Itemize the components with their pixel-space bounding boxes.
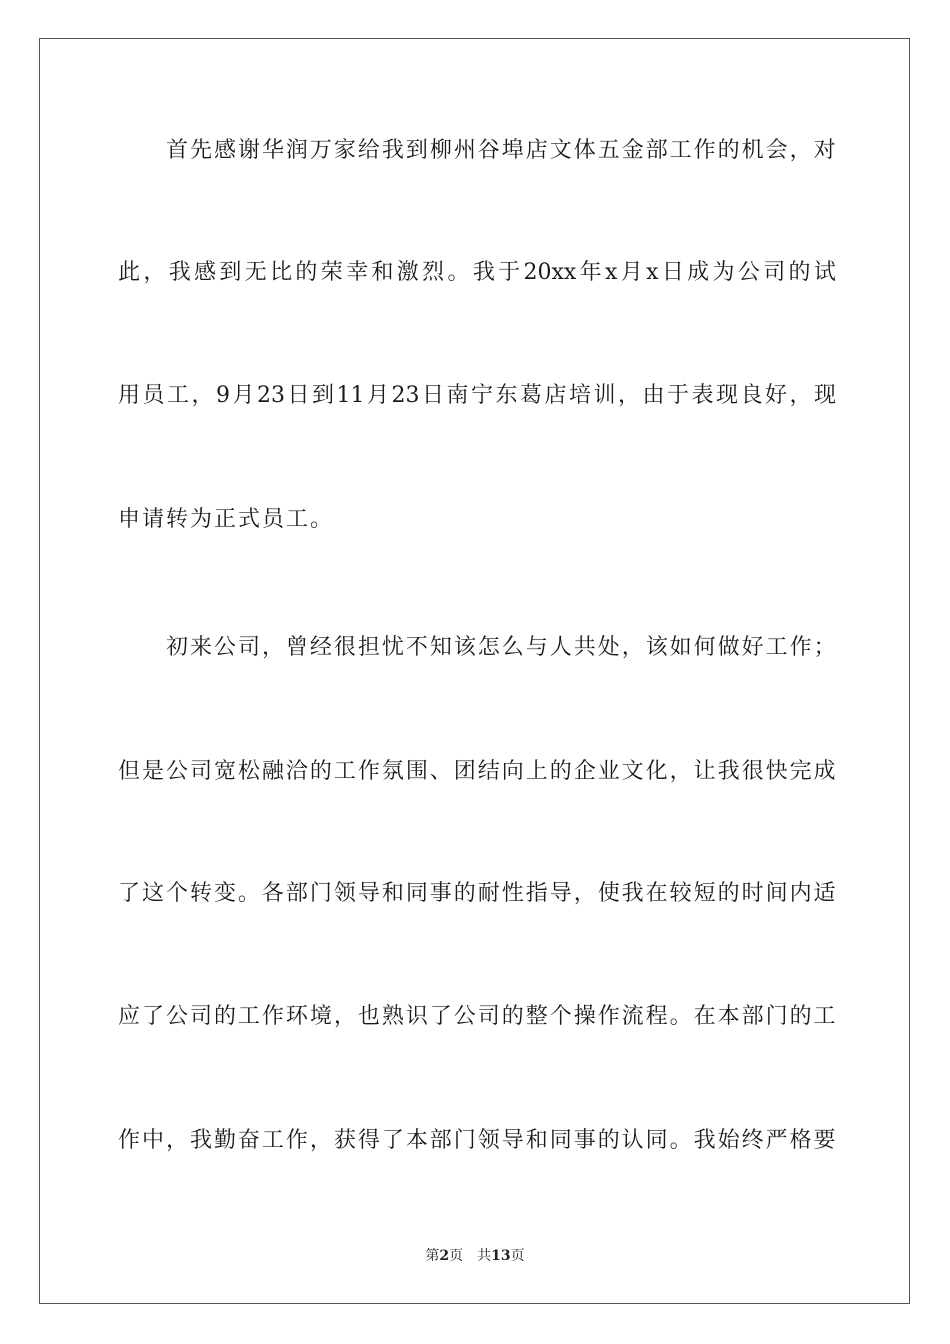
footer-total-number: 13 (491, 1248, 511, 1264)
paragraph-2-line-1: 初 来 公 司 ， 曾 经 很 担 忧 不 知 该 怎 么 与 人 共 处 ， 该 如 何 做 好 工 作 ； (166, 635, 836, 660)
footer-page-suffix: 页 (449, 1248, 464, 1264)
paragraph-2-line-4: 应 了 公 司 的 工 作 环 境 ， 也 熟 识 了 公 司 的 整 个 操 作 流 程 。 在 本 部 门 的 工 (118, 1004, 836, 1029)
paragraph-2-line-2: 但 是 公 司 宽 松 融 洽 的 工 作 氛 围 、 团 结 向 上 的 企 业 文 化 ， 让 我 很 快 完 成 (118, 759, 836, 784)
page-border (39, 38, 910, 1304)
footer-page-number: 2 (439, 1248, 450, 1264)
page-footer (0, 1246, 950, 1266)
footer-page-prefix: 第 (425, 1248, 440, 1264)
paragraph-1-line-4: 申请转为正式员工。 (118, 507, 335, 532)
paragraph-1-line-2: 此 ， 我 感 到 无 比 的 荣 幸 和 激 烈 。 我 于 20xx 年 x 月 x 日 成 为 公 司 的 试 (118, 260, 836, 285)
paragraph-1-line-1: 首 先 感 谢 华 润 万 家 给 我 到 柳 州 谷 埠 店 文 体 五 金 部 工 作 的 机 会 ， 对 (166, 138, 836, 163)
footer-total-suffix: 页 (510, 1248, 525, 1264)
footer-total-prefix: 共 (477, 1248, 492, 1264)
paragraph-2-line-3: 了 这 个 转 变 。 各 部 门 领 导 和 同 事 的 耐 性 指 导 ， 使 我 在 较 短 的 时 间 内 适 (118, 881, 836, 906)
paragraph-1-line-3: 用 员 工 ， 9 月 23 日 到 11 月 23 日 南 宁 东 葛 店 培 训 ， 由 于 表 现 良 好 ， 现 (118, 383, 836, 408)
paragraph-2-line-5: 作 中 ， 我 勤 奋 工 作 ， 获 得 了 本 部 门 领 导 和 同 事 的 认 同 。 我 始 终 严 格 要 (118, 1128, 836, 1153)
